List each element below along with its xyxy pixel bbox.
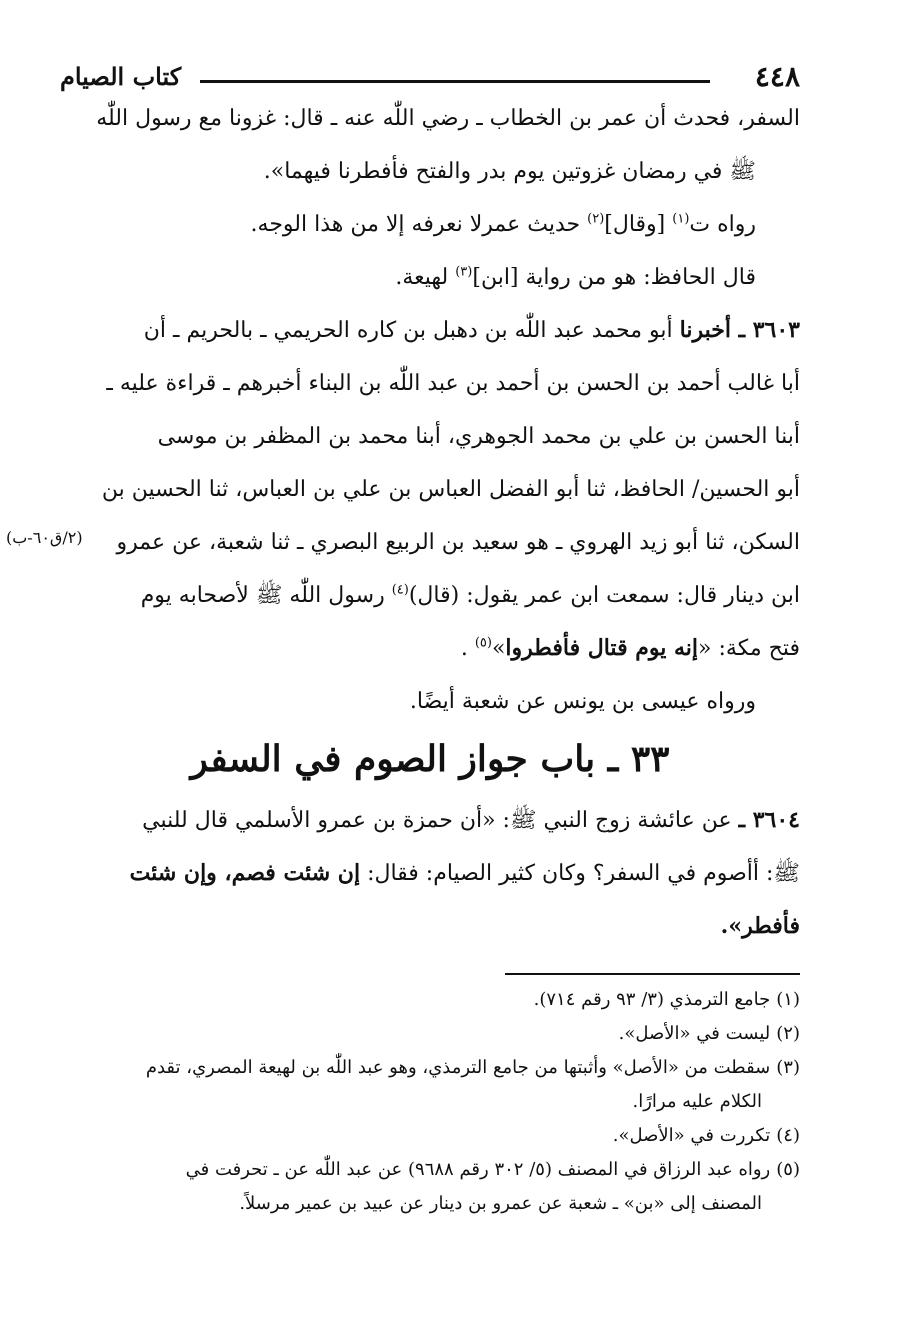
hadith-line — [60, 794, 800, 847]
footnote-ref: (٤) — [391, 582, 409, 598]
hafiz-text: لهيعة. — [395, 265, 449, 290]
footnote — [60, 1153, 800, 1187]
riwaya-text: حديث عمرلا نعرفه إلا من هذا الوجه. — [250, 212, 581, 237]
footnote-ref: (٣) — [455, 264, 473, 280]
chapter-title: ٣٣ ـ باب جواز الصوم في السفر — [190, 738, 670, 780]
footnote-text: جامع الترمذي (٣/ ٩٣ رقم ٧١٤). — [533, 989, 771, 1010]
hadith-number: ٣٦٠٤ ـ — [738, 807, 800, 833]
hadith-line: السكن، ثنا أبو زيد الهروي ـ هو سعيد بن الربيع البصري ـ ثنا شعبة، عن عمرو — [116, 530, 800, 555]
footnote-text: تكررت في «الأصل». — [612, 1125, 771, 1146]
page-number: ٤٤٨ — [754, 60, 800, 93]
hadith-text: ابن دينار قال: سمعت ابن عمر يقول: (قال) — [408, 583, 800, 608]
footnote — [60, 1051, 800, 1085]
hadith-number: ٣٦٠٣ ـ أخبرنا — [679, 317, 800, 343]
hadith-line: أبو الحسين/ الحافظ، ثنا أبو الفضل العباس بن علي بن العباس، ثنا الحسين بن — [101, 477, 800, 502]
footnote-continuation: الكلام عليه مرارًا. — [632, 1091, 762, 1112]
hadith-text: عن عائشة زوج النبي ﷺ: «أن حمزة بن عمرو الأسلمي قال للنبي — [142, 808, 732, 833]
footnote-ref: (٢) — [587, 211, 605, 227]
manuscript-margin-note: (٢/ق٦٠-ب) — [6, 528, 83, 547]
footnotes — [60, 983, 800, 1221]
riwaya-text: [وقال] — [604, 212, 666, 237]
riwaya-line — [60, 198, 800, 251]
footnote-number: (٥) — [776, 1159, 800, 1180]
hadith-text: أبو محمد عبد اللّٰه بن دهبل بن كاره الحريمي ـ بالحريم ـ أن — [143, 318, 673, 343]
intro-line: السفر، فحدث أن عمر بن الخطاب ـ رضي اللّٰه عنه ـ قال: غزونا مع رسول اللّٰه — [96, 106, 800, 131]
riwaya-text: رواه ت — [689, 212, 756, 237]
footnote-number: (٤) — [776, 1125, 800, 1146]
footnote-number: (٢) — [776, 1023, 800, 1044]
hadith-line — [60, 847, 800, 900]
hadith-line: ورواه عيسى بن يونس عن شعبة أيضًا. — [409, 689, 756, 714]
footnote-ref: (١) — [672, 211, 690, 227]
hadith-text: فتح مكة: « — [698, 636, 800, 661]
footnote-number: (١) — [776, 989, 800, 1010]
footnote — [60, 983, 800, 1017]
hadith-line: أبا غالب أحمد بن الحسن بن أحمد بن عبد اللّٰه بن البناء أخبرهم ـ قراءة عليه ـ — [106, 371, 800, 396]
footnote — [60, 1119, 800, 1153]
hadith-text: ﷺ: أأصوم في السفر؟ وكان كثير الصيام: فقال: — [367, 861, 800, 886]
footnote — [60, 1017, 800, 1051]
hadith-quote: إن شئت فصم، وإن شئت — [129, 860, 361, 886]
footnote-continuation: المصنف إلى «بن» ـ شعبة عن عمرو بن دينار عن عبيد بن عمير مرسلاً. — [239, 1193, 762, 1214]
running-title: كتاب الصيام — [60, 62, 182, 91]
hadith-line — [60, 569, 800, 622]
footnote-ref: (٥) — [474, 635, 492, 651]
hafiz-text: قال الحافظ: هو من رواية [ابن] — [472, 265, 756, 290]
footnote-text: سقطت من «الأصل» وأثبتها من جامع الترمذي، وهو عبد اللّٰه بن لهيعة المصري، تقدم — [145, 1057, 771, 1078]
header-rule — [200, 80, 710, 83]
hadith-line — [60, 304, 800, 357]
hadith-quote: إنه يوم قتال فأفطروا — [505, 635, 699, 661]
hadith-text: رسول اللّٰه ﷺ لأصحابه يوم — [140, 583, 385, 608]
intro-line: ﷺ في رمضان غزوتين يوم بدر والفتح فأفطرنا فيهما». — [263, 159, 756, 184]
footnote-rule — [505, 973, 800, 975]
footnote-number: (٣) — [776, 1057, 800, 1078]
hadith-line — [60, 622, 800, 675]
page-header — [60, 60, 800, 92]
hadith-text: . — [460, 636, 468, 661]
hadith-line: أبنا الحسن بن علي بن محمد الجوهري، أبنا محمد بن المظفر بن موسى — [157, 424, 800, 449]
book-page — [6, 60, 800, 1221]
hafiz-line — [60, 251, 800, 304]
hadith-text: » — [491, 636, 506, 661]
footnote-text: ليست في «الأصل». — [618, 1023, 771, 1044]
footnote-text: رواه عبد الرزاق في المصنف (٥/ ٣٠٢ رقم ٩٦٨٨) عن عبد اللّٰه عن ـ تحرفت في — [185, 1159, 771, 1180]
hadith-line: فأفطر». — [720, 913, 800, 939]
